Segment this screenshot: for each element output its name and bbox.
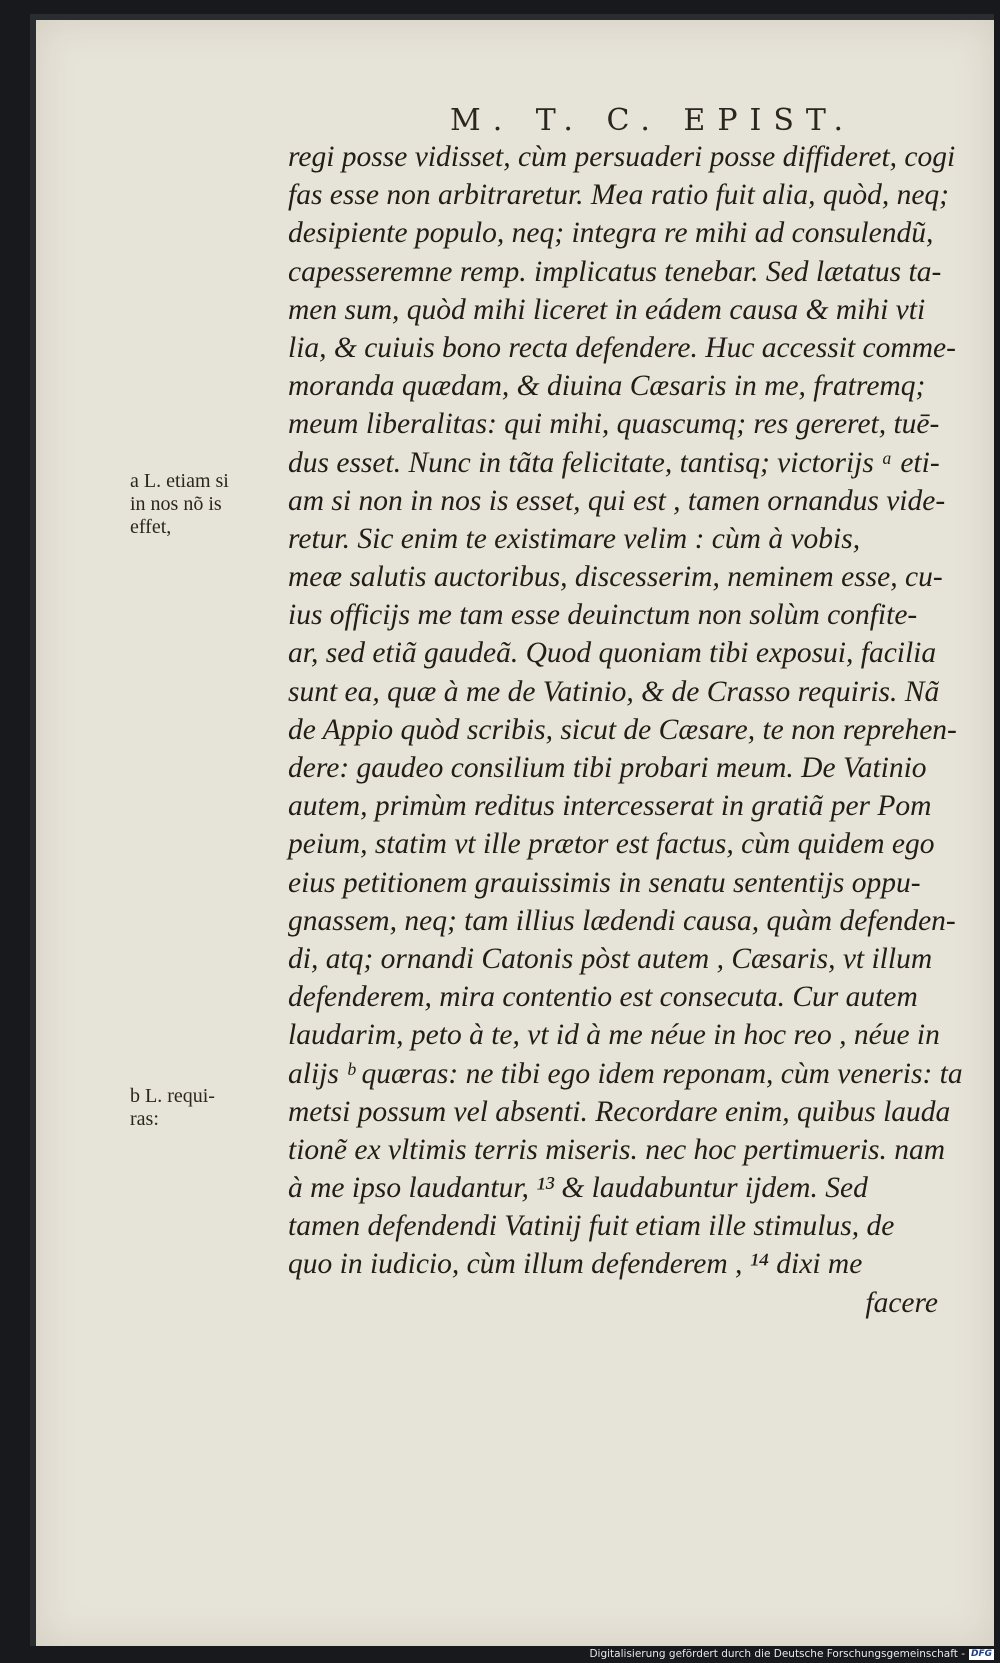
body-text bbox=[288, 138, 963, 1322]
text-line: metsi possum vel absenti. Recordare enim, quibus lauda bbox=[288, 1095, 951, 1128]
text-line: retur. Sic enim te existimare velim : cùm à vobis, bbox=[288, 522, 861, 555]
text-line: moranda quædam, & diuina Cæsaris in me, fratremq; bbox=[288, 370, 926, 403]
text-line: dus esset. Nunc in tãta felicitate, tantisq; victorijs ᵃ eti- bbox=[288, 446, 940, 479]
text-line: meum liberalitas: qui mihi, quascumq; res gereret, tuē- bbox=[288, 408, 940, 441]
text-line: autem, primùm reditus intercesserat in gratiã per Pom bbox=[288, 790, 932, 823]
text-line: ar, sed etiã gaudeã. Quod quoniam tibi exposui, facilia bbox=[288, 637, 937, 670]
marginal-note-b: b L. requi- ras: bbox=[130, 1085, 215, 1130]
text-line: alijs ᵇ quæras: ne tibi ego idem reponam, cùm veneris: ta bbox=[288, 1057, 963, 1090]
text-line: desipiente populo, neq; integra re mihi ad consulendũ, bbox=[288, 217, 934, 250]
marginal-note-a: a L. etiam si in nos nõ is effet, bbox=[130, 470, 229, 538]
catchword: facere bbox=[865, 1286, 938, 1319]
credit-text: Digitalisierung gefördert durch die Deutsche Forschungsgemeinschaft - bbox=[589, 1648, 965, 1660]
text-line: dere: gaudeo consilium tibi probari meum. De Vatinio bbox=[288, 752, 927, 784]
text-line: de Appio quòd scribis, sicut de Cæsare, te non reprehen- bbox=[288, 713, 957, 746]
text-line: ius officijs me tam esse deuinctum non solùm confite- bbox=[288, 599, 918, 632]
text-line: men sum, quòd mihi liceret in eádem causa & mihi vti bbox=[288, 293, 926, 326]
text-line: laudarim, peto à te, vt id à me néue in hoc reo , néue in bbox=[288, 1019, 940, 1052]
text-line: regi posse vidisset, cùm persuaderi posse diffideret, cogi bbox=[288, 141, 956, 173]
text-line: lia, & cuiuis bono recta defendere. Huc accessit comme- bbox=[288, 331, 956, 364]
text-line: tionẽ ex vltimis terris miseris. nec hoc pertimueris. nam bbox=[288, 1133, 946, 1166]
dfg-logo-icon: DFG bbox=[970, 1648, 992, 1659]
text-line: peium, statim vt ille prætor est factus, cùm quidem ego bbox=[288, 828, 935, 861]
text-line: gnassem, neq; tam illius lædendi causa, quàm defenden- bbox=[288, 904, 956, 937]
text-line: meæ salutis auctoribus, discesserim, neminem esse, cu- bbox=[288, 561, 943, 594]
text-line: sunt ea, quæ à me de Vatinio, & de Crasso requiris. Nã bbox=[288, 675, 940, 708]
running-head: M. T. C. EPIST. bbox=[450, 103, 856, 138]
text-line: tamen defendendi Vatinij fuit etiam ille stimulus, de bbox=[288, 1210, 895, 1243]
text-line: di, atq; ornandi Catonis pòst autem , Cæsaris, vt illum bbox=[288, 942, 933, 975]
text-line: capesseremne remp. implicatus tenebar. Sed lætatus ta- bbox=[288, 255, 942, 288]
text-line: am si non in nos is esset, qui est , tamen ornandus vide- bbox=[288, 484, 946, 517]
text-line: eius petitionem grauissimis in senatu sententijs oppu- bbox=[288, 866, 921, 899]
text-line: fas esse non arbitraretur. Mea ratio fuit alia, quòd, neq; bbox=[288, 179, 949, 212]
text-line: quo in iudicio, cùm illum defenderem , ¹⁴ dixi me bbox=[288, 1248, 863, 1281]
text-line: defenderem, mira contentio est consecuta. Cur autem bbox=[288, 981, 918, 1014]
text-line: à me ipso laudantur, ¹³ & laudabuntur ijdem. Sed bbox=[288, 1172, 868, 1205]
digitization-credit bbox=[589, 1648, 994, 1660]
